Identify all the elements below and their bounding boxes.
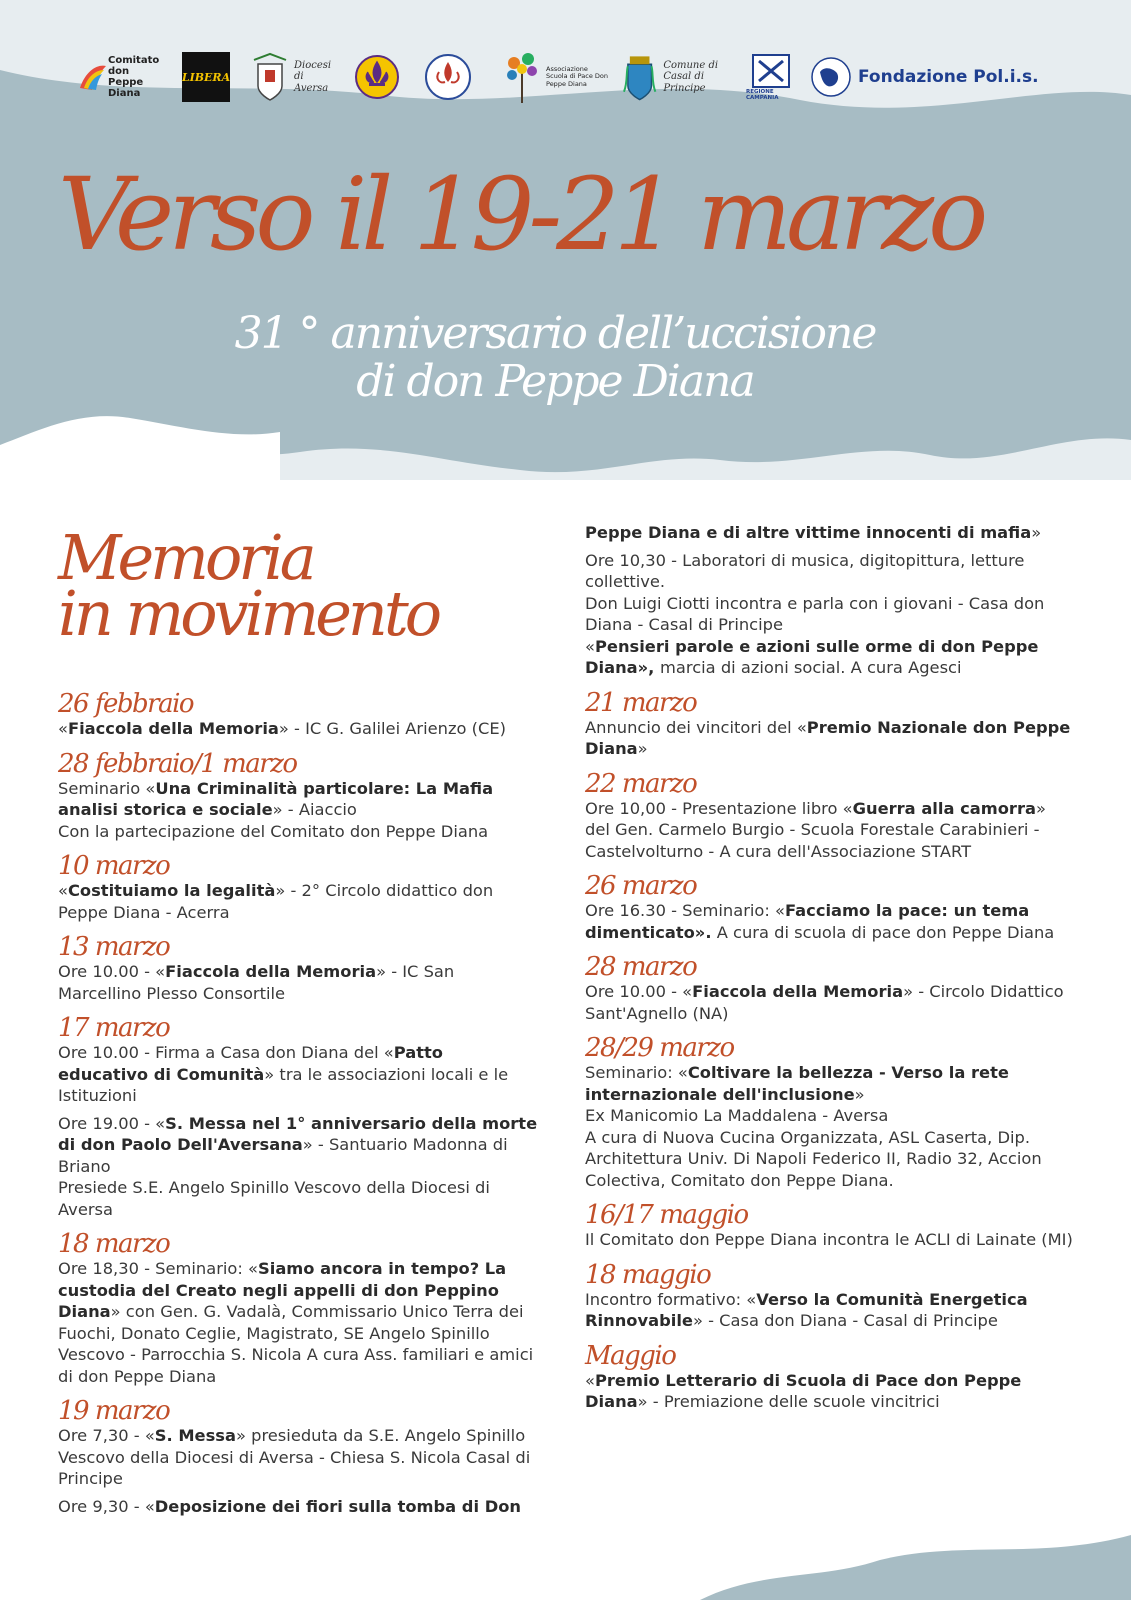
- event-text: Ore 10,30 - Laboratori di musica, digitopittura, letture collettive.: [585, 550, 1025, 591]
- event-highlight: S. Messa nel 1° anniversario della morte di don Paolo Dell'Aversana: [58, 1113, 538, 1154]
- event-text: » - IC G. Galilei Arienzo (CE): [278, 719, 507, 738]
- event-description: [585, 1370, 1075, 1413]
- event-block: [585, 1261, 1075, 1332]
- event-highlight: Coltivare la bellezza - Verso la rete internazionale dell'inclusione: [585, 1063, 1009, 1104]
- logo-fondazione-polis: Fondazione Pol.i.s.: [810, 44, 1060, 110]
- partner-logos: [70, 44, 1060, 110]
- event-highlight: Deposizione dei fiori sulla tomba di Don: [154, 1496, 522, 1516]
- event-description: [58, 1258, 538, 1387]
- event-highlight: Una Criminalità particolare: La Mafia analisi storica e sociale: [58, 778, 494, 819]
- logo-comune: Comune di Casal di Principe: [622, 44, 732, 110]
- event-text: A cura di scuola di pace don Peppe Diana: [711, 922, 1055, 942]
- event-highlight: Peppe Diana e di altre vittime innocenti di mafia: [585, 523, 1032, 542]
- event-highlight: Guerra alla camorra: [852, 798, 1036, 818]
- event-date: 22 marzo: [585, 768, 697, 799]
- event-text: Annuncio dei vincitori del «: [585, 717, 807, 737]
- event-highlight: Premio Nazionale don Peppe Diana: [585, 717, 1071, 758]
- event-text: Don Luigi Ciotti incontra e parla con i giovani - Casa don Diana - Casal di Principe: [585, 593, 1045, 634]
- event-block: [58, 1230, 538, 1387]
- event-text: Ore 18,30 - Seminario: «: [58, 1259, 259, 1278]
- event-text: »: [854, 1084, 865, 1104]
- event-highlight: Fiaccola della Memoria: [165, 962, 377, 981]
- event-date: 28/29 marzo: [585, 1033, 734, 1063]
- event-text: » - IC San Marcellino Plesso Consortile: [58, 962, 455, 1003]
- event-date: 18 maggio: [585, 1259, 711, 1290]
- globe-icon: [810, 56, 852, 98]
- event-text: Ore 9,30 - «: [58, 1496, 155, 1516]
- event-date: 17 marzo: [58, 1013, 170, 1043]
- event-description: [585, 1062, 1075, 1191]
- logo-regione-campania: REGIONE CAMPANIA: [746, 44, 796, 110]
- event-block: [58, 750, 538, 843]
- event-text: Seminario «: [58, 778, 156, 798]
- event-block: [585, 953, 1075, 1024]
- rainbow-dove-icon: [78, 60, 108, 94]
- event-date: 26 febbraio: [58, 689, 194, 719]
- event-text: » tra le associazioni locali e le Istituzioni: [58, 1064, 509, 1105]
- event-description: [585, 550, 1075, 679]
- event-date: 19 marzo: [58, 1396, 170, 1426]
- event-text: Con la partecipazione del Comitato don Peppe Diana: [58, 821, 489, 841]
- event-description: [585, 981, 1075, 1024]
- event-description: [58, 1113, 538, 1221]
- page-subtitle: 31 ° anniversario dell’uccisione di don Peppe Diana: [234, 308, 876, 407]
- event-text: Ore 16.30 - Seminario: «: [585, 901, 786, 920]
- event-date: 16/17 maggio: [585, 1200, 748, 1230]
- event-text: Ex Manicomio La Maddalena - Aversa: [585, 1106, 889, 1125]
- event-description: [585, 1289, 1075, 1332]
- event-block: [585, 689, 1075, 760]
- logo-comitato: Comitato don Peppe Diana: [78, 44, 168, 110]
- event-text: Seminario: «: [585, 1063, 688, 1082]
- event-date: 18 marzo: [58, 1229, 170, 1259]
- event-text: «: [58, 719, 68, 738]
- event-block: [585, 1034, 1075, 1191]
- event-highlight: Fiaccola della Memoria: [67, 719, 279, 738]
- event-highlight: Pensieri parole e azioni sulle orme di don Peppe Diana»,: [585, 636, 1039, 677]
- event-text: » - Casa don Diana - Casal di Principe: [692, 1311, 998, 1330]
- event-description: [58, 880, 538, 923]
- event-text: «: [585, 636, 595, 656]
- event-description: [58, 1496, 538, 1518]
- event-text: Ore 10.00 - «: [585, 982, 693, 1001]
- event-text: Il Comitato don Peppe Diana incontra le ACLI di Lainate (MI): [585, 1230, 1073, 1249]
- event-text: «: [58, 881, 68, 900]
- event-text: »: [637, 739, 648, 758]
- event-text: «: [585, 1370, 595, 1390]
- event-highlight: S. Messa: [154, 1426, 236, 1445]
- event-description: [585, 522, 1075, 544]
- event-description: [585, 717, 1075, 760]
- event-block: [58, 852, 538, 923]
- section-title: Memoria in movimento: [58, 521, 439, 650]
- event-date: 21 marzo: [585, 687, 697, 718]
- event-block: [58, 933, 538, 1004]
- event-text: Ore 7,30 - «: [58, 1426, 155, 1445]
- event-block: [585, 872, 1075, 943]
- fleur-de-lis-icon: [354, 52, 400, 102]
- event-highlight: Premio Letterario di Scuola di Pace don Peppe Diana: [585, 1370, 1022, 1411]
- coat-of-arms-icon: [250, 52, 290, 102]
- event-date: 10 marzo: [58, 851, 170, 881]
- events-column-left: [58, 680, 538, 1523]
- event-description: [58, 1425, 538, 1490]
- event-text: » - Circolo Didattico Sant'Agnello (NA): [585, 982, 1064, 1023]
- event-description: [58, 1042, 538, 1107]
- regione-shield-icon: [751, 53, 791, 89]
- municipal-crest-icon: [622, 52, 657, 102]
- event-highlight: Verso la Comunità Energetica Rinnovabile: [585, 1289, 1028, 1330]
- logo-libera: LIBERA: [182, 44, 232, 110]
- event-highlight: Fiaccola della Memoria: [692, 982, 904, 1001]
- event-description: [58, 961, 538, 1004]
- event-description: [58, 778, 538, 843]
- event-text: »: [1031, 523, 1042, 542]
- logo-scuola-di-pace: Associazione Scuola di Pace Don Peppe Diana: [502, 44, 622, 110]
- event-text: Ore 10,00 - Presentazione libro «: [585, 798, 853, 818]
- event-date: 26 marzo: [585, 871, 697, 901]
- event-text: » presieduta da S.E. Angelo Spinillo Vescovo della Diocesi di Aversa - Chiesa S. Nicola Casal di Principe: [58, 1426, 531, 1488]
- event-text: Presiede S.E. Angelo Spinillo Vescovo della Diocesi di Aversa: [58, 1178, 490, 1219]
- page-title: Verso il 19-21 marzo: [58, 156, 983, 273]
- logo-masci: [424, 44, 474, 110]
- event-text: » - Santuario Madonna di Briano: [58, 1135, 508, 1176]
- logo-agesci: [354, 44, 404, 110]
- event-block: [58, 690, 538, 740]
- event-highlight: Facciamo la pace: un tema dimenticato».: [585, 901, 1030, 942]
- event-text: » - 2° Circolo didattico don Peppe Diana - Acerra: [58, 881, 494, 922]
- event-text: » con Gen. G. Vadalà, Commissario Unico Terra dei Fuochi, Donato Ceglie, Magistrato, SE Angelo Spinillo Vescovo - Parrocchia S. Nicola A cura Ass. familiari e amici di don Peppe Diana: [58, 1302, 534, 1386]
- event-block: [585, 770, 1075, 863]
- event-date: 28 marzo: [585, 952, 697, 982]
- event-highlight: Siamo ancora in tempo? La custodia del Creato negli appelli di don Peppino Diana: [58, 1259, 507, 1321]
- events-column-right: [585, 522, 1075, 1419]
- event-block: [58, 1014, 538, 1220]
- event-date: 13 marzo: [58, 932, 170, 962]
- event-highlight: Costituiamo la legalità: [67, 881, 276, 900]
- event-text: » del Gen. Carmelo Burgio - Scuola Forestale Carabinieri - Castelvolturno - A cura dell'Associazione START: [585, 798, 1046, 861]
- tree-icon: [502, 49, 542, 105]
- event-description: [585, 798, 1075, 863]
- event-description: [585, 1229, 1075, 1251]
- event-text: Ore 10.00 - «: [58, 962, 166, 981]
- event-description: [58, 718, 538, 740]
- event-text: A cura di Nuova Cucina Organizzata, ASL Caserta, Dip. Architettura Univ. Di Napoli Federico II, Radio 32, Accion Colectiva, Comitato don Peppe Diana.: [585, 1127, 1042, 1190]
- event-text: Ore 10.00 - Firma a Casa don Diana del «: [58, 1043, 394, 1062]
- event-date: Maggio: [585, 1340, 676, 1371]
- event-block: [585, 522, 1075, 679]
- logo-diocesi: Diocesi di Aversa: [250, 44, 350, 110]
- event-description: [585, 900, 1075, 943]
- event-date: 28 febbraio/1 marzo: [58, 748, 297, 779]
- event-block: [585, 1342, 1075, 1413]
- event-block: [585, 1201, 1075, 1251]
- event-text: Ore 19.00 - «: [58, 1113, 166, 1133]
- event-text: marcia di azioni social. A cura Agesci: [660, 658, 962, 677]
- event-highlight: Patto educativo di Comunità: [58, 1043, 443, 1084]
- event-text: » - Premiazione delle scuole vincitrici: [637, 1392, 940, 1411]
- event-text: Incontro formativo: «: [585, 1289, 757, 1309]
- scout-lily-icon: [424, 52, 472, 102]
- event-block: [58, 1397, 538, 1517]
- event-text: » - Aiaccio: [272, 800, 357, 819]
